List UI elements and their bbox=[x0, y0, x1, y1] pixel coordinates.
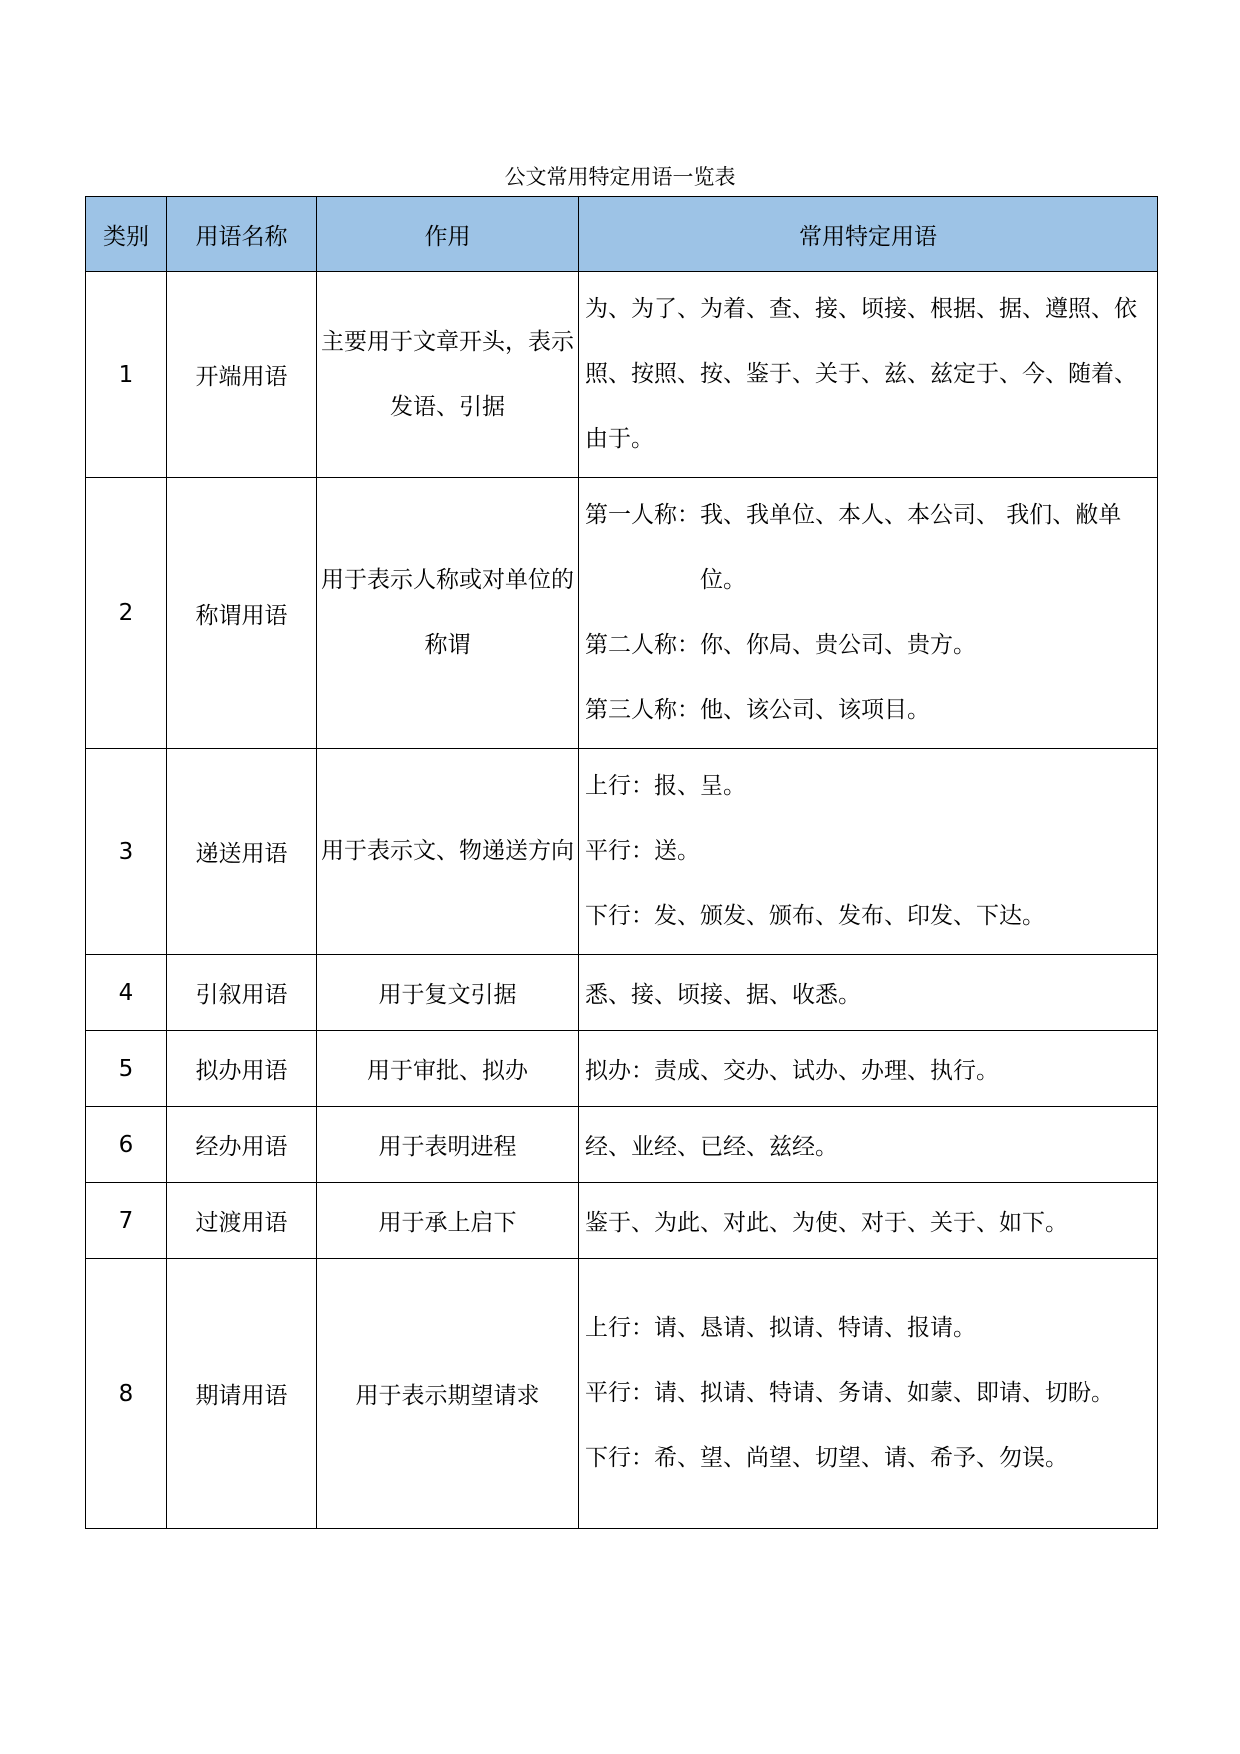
table-row bbox=[86, 1183, 1158, 1259]
row-number: 8 bbox=[86, 1259, 167, 1529]
row-term-name: 过渡用语 bbox=[167, 1183, 317, 1259]
terms-line-text: 发、颁发、颁布、发布、印发、下达。 bbox=[654, 903, 1045, 929]
table-row bbox=[86, 1259, 1158, 1529]
terms-table bbox=[85, 196, 1158, 1529]
row-purpose: 用于审批、拟办 bbox=[317, 1031, 579, 1107]
row-term-name: 称谓用语 bbox=[167, 478, 317, 749]
row-purpose: 用于表明进程 bbox=[317, 1107, 579, 1183]
table-row bbox=[86, 272, 1158, 478]
row-purpose: 用于表示期望请求 bbox=[317, 1259, 579, 1529]
row-purpose: 用于承上启下 bbox=[317, 1183, 579, 1259]
terms-line: 下行：希、望、尚望、切望、请、希予、勿误。 bbox=[585, 1445, 1068, 1471]
row-number: 4 bbox=[86, 955, 167, 1031]
terms-line-label: 第一人称： bbox=[585, 502, 700, 528]
row-terms: 悉、接、顷接、据、收悉。 bbox=[579, 955, 1158, 1031]
terms-line-label: 第三人称： bbox=[585, 697, 700, 723]
terms-line-text: 送。 bbox=[654, 838, 700, 864]
terms-line-label: 下行： bbox=[585, 903, 654, 929]
document-title: 公文常用特定用语一览表 bbox=[504, 165, 736, 189]
row-number: 6 bbox=[86, 1107, 167, 1183]
header-category: 类别 bbox=[86, 197, 167, 272]
row-number: 3 bbox=[86, 749, 167, 955]
row-purpose: 用于表示人称或对单位的称谓 bbox=[317, 478, 579, 749]
terms-line-text: 他、该公司、该项目。 bbox=[700, 697, 930, 723]
terms-line-text: 报、呈。 bbox=[654, 773, 746, 799]
terms-line-text: 我、我单位、本人、本公司、 我们、敝单位。 bbox=[700, 502, 1122, 593]
terms-line bbox=[585, 678, 1151, 743]
table-row bbox=[86, 478, 1158, 749]
row-term-name: 引叙用语 bbox=[167, 955, 317, 1031]
row-number: 1 bbox=[86, 272, 167, 478]
terms-line-label: 第二人称： bbox=[585, 632, 700, 658]
terms-line-text: 你、你局、贵公司、贵方。 bbox=[700, 632, 976, 658]
header-common-terms: 常用特定用语 bbox=[579, 197, 1158, 272]
table-row bbox=[86, 1107, 1158, 1183]
table-row bbox=[86, 749, 1158, 955]
row-number: 2 bbox=[86, 478, 167, 749]
row-term-name: 拟办用语 bbox=[167, 1031, 317, 1107]
row-terms bbox=[579, 749, 1158, 955]
terms-line bbox=[585, 819, 1151, 884]
terms-line-label: 平行： bbox=[585, 838, 654, 864]
row-terms: 拟办：责成、交办、试办、办理、执行。 bbox=[579, 1031, 1158, 1107]
table-row bbox=[86, 955, 1158, 1031]
row-terms bbox=[579, 478, 1158, 749]
table-row bbox=[86, 1031, 1158, 1107]
row-terms: 为、为了、为着、查、接、顷接、根据、据、遵照、依照、按照、按、鉴于、关于、兹、兹定于、今、随着、由于。 bbox=[579, 272, 1158, 478]
header-row bbox=[86, 197, 1158, 272]
row-terms: 经、业经、已经、兹经。 bbox=[579, 1107, 1158, 1183]
terms-line bbox=[585, 754, 1151, 819]
row-purpose: 用于表示文、物递送方向 bbox=[317, 749, 579, 955]
header-purpose: 作用 bbox=[317, 197, 579, 272]
row-terms: 鉴于、为此、对此、为使、对于、关于、如下。 bbox=[579, 1183, 1158, 1259]
row-term-name: 经办用语 bbox=[167, 1107, 317, 1183]
row-purpose: 用于复文引据 bbox=[317, 955, 579, 1031]
row-term-name: 期请用语 bbox=[167, 1259, 317, 1529]
terms-line: 上行：请、恳请、拟请、特请、报请。 bbox=[585, 1315, 976, 1341]
terms-line bbox=[585, 483, 1151, 613]
row-term-name: 递送用语 bbox=[167, 749, 317, 955]
terms-line bbox=[585, 613, 1151, 678]
row-number: 7 bbox=[86, 1183, 167, 1259]
row-purpose: 主要用于文章开头，表示发语、引据 bbox=[317, 272, 579, 478]
terms-line: 平行：请、拟请、特请、务请、如蒙、即请、切盼。 bbox=[585, 1380, 1114, 1406]
row-term-name: 开端用语 bbox=[167, 272, 317, 478]
terms-line-label: 上行： bbox=[585, 773, 654, 799]
header-term-name: 用语名称 bbox=[167, 197, 317, 272]
row-number: 5 bbox=[86, 1031, 167, 1107]
row-terms bbox=[579, 1259, 1158, 1529]
terms-line bbox=[585, 884, 1151, 949]
